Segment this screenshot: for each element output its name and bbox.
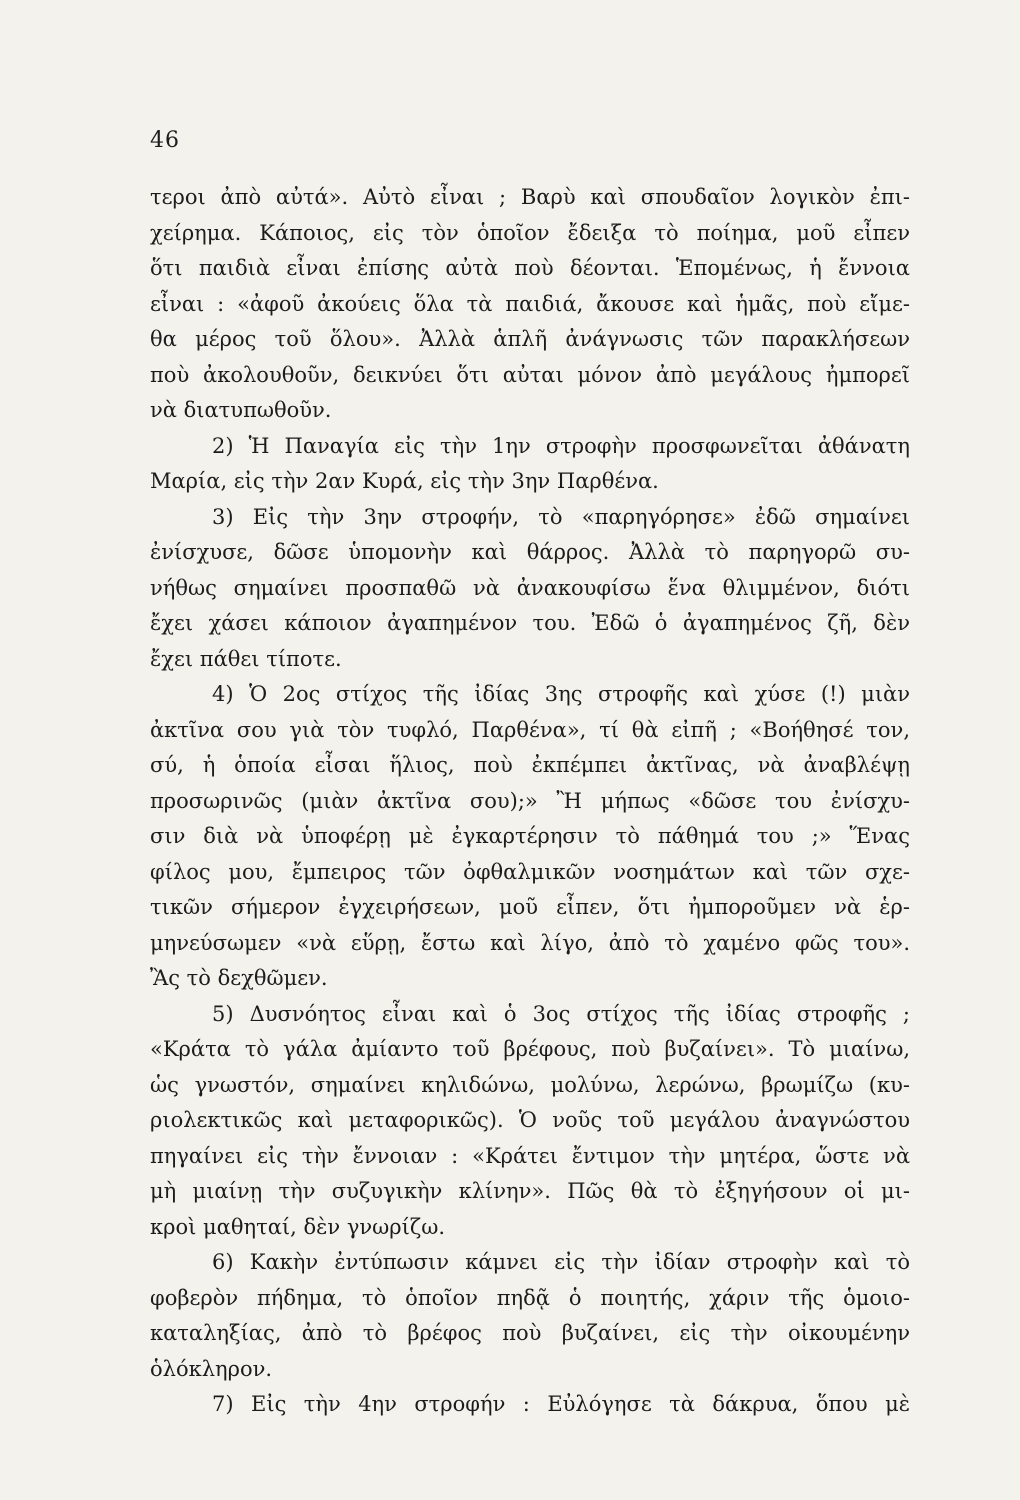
text-line: ἀκτῖνα σου γιὰ τὸν τυφλό, Παρθένα», τί θὰ εἰπῆ ; «Βοήθησέ τον, — [150, 717, 910, 742]
text-line: ἔχει πάθει τίποτε. — [150, 646, 342, 671]
text-line: μὴ μιαίνῃ τὴν συζυγικὴν κλίνην». Πῶς θὰ τὸ ἐξηγήσουν οἱ μι- — [150, 1179, 910, 1203]
text-line: Μαρία, εἰς τὴν 2αν Κυρά, εἰς τὴν 3ην Παρθένα. — [150, 469, 659, 493]
text-line: ποὺ ἀκολουθοῦν, δεικνύει ὅτι αὐται μόνον ἀπὸ μεγάλους ἠμπορεῖ — [150, 362, 910, 387]
text-line: μηνεύσωμεν «νὰ εὕρῃ, ἔστω καὶ λίγο, ἀπὸ τὸ χαμένο φῶς του». — [150, 930, 910, 955]
text-line: τικῶν σήμερον ἐγχειρήσεων, μοῦ εἶπεν, ὅτι ἠμποροῦμεν νὰ ἑρ- — [150, 895, 910, 919]
text-line: θα μέρος τοῦ ὅλου». Ἀλλὰ ἁπλῆ ἀνάγνωσις τῶν παρακλήσεων — [150, 327, 910, 351]
text-line: κροὶ μαθηταί, δὲν γνωρίζω. — [150, 1214, 446, 1239]
text-line: ριολεκτικῶς καὶ μεταφορικῶς). Ὁ νοῦς τοῦ μεγάλου ἀναγνώστου — [150, 1108, 910, 1132]
text-line: ἐνίσχυσε, δῶσε ὑπομονὴν καὶ θάρρος. Ἀλλὰ τὸ παρηγορῶ συ- — [150, 540, 910, 564]
text-line: 7) Εἰς τὴν 4ην στροφήν : Εὐλόγησε τὰ δάκρυα, ὅπου μὲ — [212, 1392, 910, 1416]
text-line: τεροι ἀπὸ αὐτά». Αὐτὸ εἶναι ; Βαρὺ καὶ σπουδαῖον λογικὸν ἐπι- — [150, 185, 910, 209]
text-line: σιν διὰ νὰ ὑποφέρῃ μὲ ἐγκαρτέρησιν τὸ πάθημά του ;» Ἕνας — [150, 824, 910, 848]
text-line: ὁλόκληρον. — [150, 1356, 273, 1381]
text-line: νήθως σημαίνει προσπαθῶ νὰ ἀνακουφίσω ἕνα θλιμμένον, διότι — [150, 575, 910, 600]
body-text — [150, 180, 910, 1423]
text-line: 5) Δυσνόητος εἶναι καὶ ὁ 3ος στίχος τῆς ἰδίας στροφῆς ; — [212, 1001, 910, 1026]
text-line: «Κράτα τὸ γάλα ἀμίαντο τοῦ βρέφους, ποὺ βυζαίνει». Τὸ μιαίνω, — [150, 1037, 910, 1061]
text-line: ὡς γνωστόν, σημαίνει κηλιδώνω, μολύνω, λερώνω, βρωμίζω (κυ- — [150, 1072, 910, 1097]
text-line: καταληξίας, ἀπὸ τὸ βρέφος ποὺ βυζαίνει, εἰς τὴν οἰκουμένην — [150, 1321, 910, 1345]
text-line: ὅτι παιδιὰ εἶναι ἐπίσης αὐτὰ ποὺ δέονται. Ἑπομένως, ἡ ἔννοια — [150, 256, 910, 280]
text-line: 2) Ἡ Παναγία εἰς τὴν 1ην στροφὴν προσφωνεῖται ἀθάνατη — [212, 433, 910, 458]
text-line: πηγαίνει εἰς τὴν ἔννοιαν : «Κράτει ἔντιμον τὴν μητέρα, ὥστε νὰ — [150, 1143, 910, 1168]
text-line: 3) Εἰς τὴν 3ην στροφήν, τὸ «παρηγόρησε» ἐδῶ σημαίνει — [212, 504, 910, 529]
text-line: προσωρινῶς (μιὰν ἀκτῖνα σου);» Ἢ μήπως «δῶσε του ἐνίσχυ- — [150, 788, 910, 813]
text-line: εἶναι : «ἀφοῦ ἀκούεις ὅλα τὰ παιδιά, ἄκουσε καὶ ἡμᾶς, ποὺ εἴμε- — [150, 291, 910, 316]
text-line: 6) Κακὴν ἐντύπωσιν κάμνει εἰς τὴν ἰδίαν στροφὴν καὶ τὸ — [212, 1250, 910, 1274]
text-line: σύ, ἡ ὁποία εἶσαι ἥλιος, ποὺ ἐκπέμπει ἀκτῖνας, νὰ ἀναβλέψῃ — [150, 753, 910, 777]
page-number: 46 — [150, 128, 180, 153]
text-line: χείρημα. Κάποιος, εἰς τὸν ὁποῖον ἔδειξα τὸ ποίημα, μοῦ εἶπεν — [150, 220, 910, 245]
text-line: φίλος μου, ἔμπειρος τῶν ὀφθαλμικῶν νοσημάτων καὶ τῶν σχε- — [150, 859, 910, 884]
text-line: νὰ διατυπωθοῦν. — [150, 398, 332, 422]
text-line: Ἂς τὸ δεχθῶμεν. — [150, 966, 328, 990]
text-line: 4) Ὁ 2ος στίχος τῆς ἰδίας 3ης στροφῆς καὶ χύσε (!) μιὰν — [212, 682, 910, 706]
text-line: φοβερὸν πήδημα, τὸ ὁποῖον πηδᾷ ὁ ποιητής, χάριν τῆς ὁμοιο- — [150, 1285, 910, 1310]
text-line: ἔχει χάσει κάποιον ἀγαπημένον του. Ἐδῶ ὁ ἀγαπημένος ζῆ, δὲν — [150, 611, 910, 635]
